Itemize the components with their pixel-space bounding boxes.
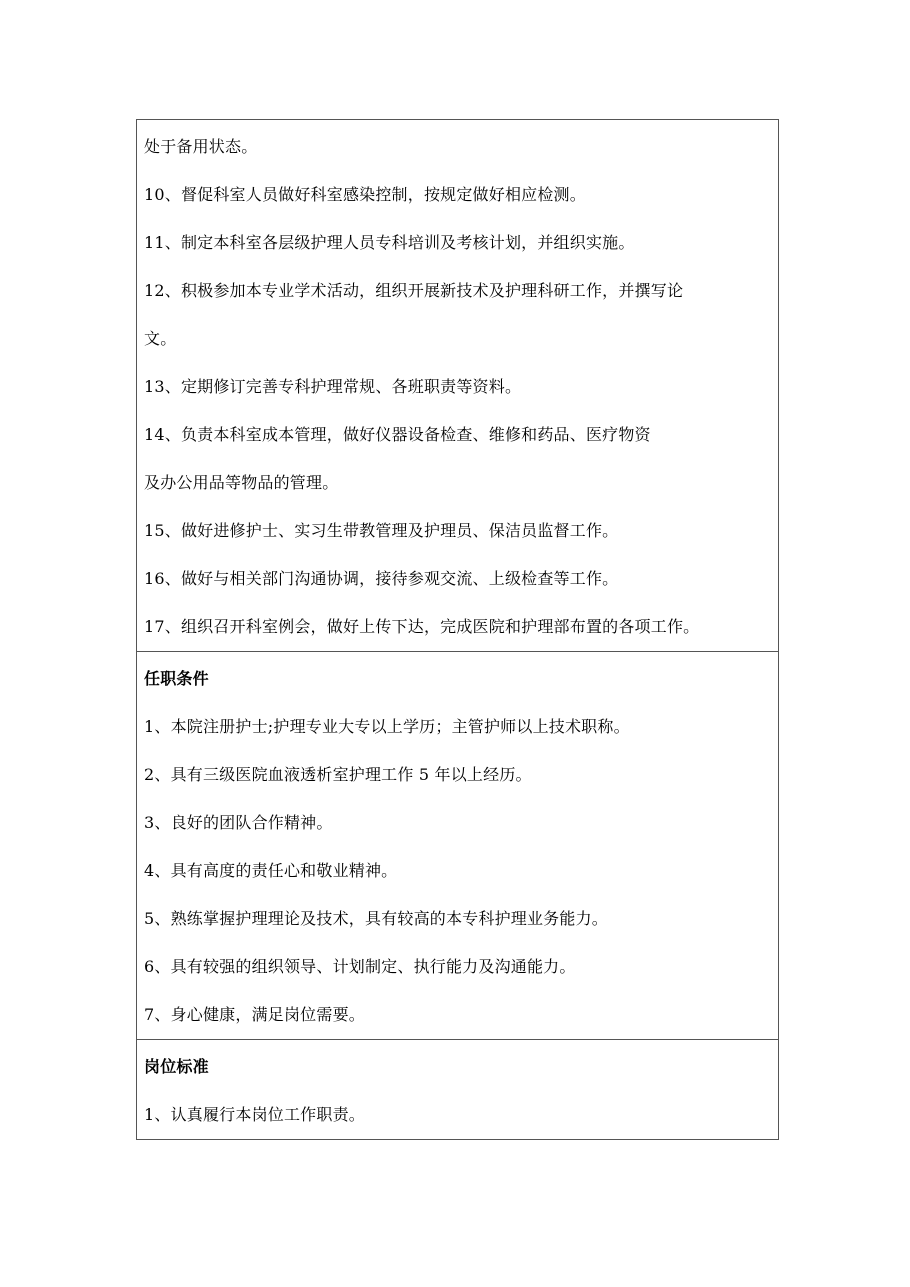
standards-row <box>137 1040 779 1140</box>
qualifications-cell <box>137 652 779 1040</box>
qualification-item: 7、身心健康，满足岗位需要。 <box>144 1005 365 1024</box>
duty-line: 13、定期修订完善专科护理常规、各班职责等资料。 <box>144 377 522 396</box>
duty-line: 14、负责本科室成本管理，做好仪器设备检查、维修和药品、医疗物资 <box>144 425 651 444</box>
duty-line: 12、积极参加本专业学术活动，组织开展新技术及护理科研工作，并撰写论 <box>144 281 684 300</box>
qualifications-row <box>137 652 779 1040</box>
qualification-item: 6、具有较强的组织领导、计划制定、执行能力及沟通能力。 <box>144 957 576 976</box>
standard-item: 1、认真履行本岗位工作职责。 <box>144 1105 365 1124</box>
duties-row <box>137 120 779 652</box>
duties-cell <box>137 120 779 652</box>
job-description-table <box>136 119 779 1140</box>
standards-heading: 岗位标准 <box>144 1057 209 1076</box>
qualification-item: 5、熟练掌握护理理论及技术，具有较高的本专科护理业务能力。 <box>144 909 608 928</box>
duty-line: 15、做好进修护士、实习生带教管理及护理员、保洁员监督工作。 <box>144 521 619 540</box>
duty-line: 及办公用品等物品的管理。 <box>144 473 339 492</box>
duty-line: 16、做好与相关部门沟通协调，接待参观交流、上级检查等工作。 <box>144 569 619 588</box>
qualification-item: 2、具有三级医院血液透析室护理工作 5 年以上经历。 <box>144 765 532 784</box>
duty-line: 11、制定本科室各层级护理人员专科培训及考核计划，并组织实施。 <box>144 233 635 252</box>
duty-line: 10、督促科室人员做好科室感染控制，按规定做好相应检测。 <box>144 185 586 204</box>
standards-cell <box>137 1040 779 1140</box>
qualification-item: 4、具有高度的责任心和敬业精神。 <box>144 861 398 880</box>
qualification-item: 1、本院注册护士;护理专业大专以上学历；主管护师以上技术职称。 <box>144 717 630 736</box>
qualification-item: 3、良好的团队合作精神。 <box>144 813 333 832</box>
duty-line: 17、组织召开科室例会，做好上传下达，完成医院和护理部布置的各项工作。 <box>144 617 700 636</box>
duty-line: 处于备用状态。 <box>144 137 258 156</box>
duty-line: 文。 <box>144 329 177 348</box>
qualifications-heading: 任职条件 <box>144 669 209 688</box>
